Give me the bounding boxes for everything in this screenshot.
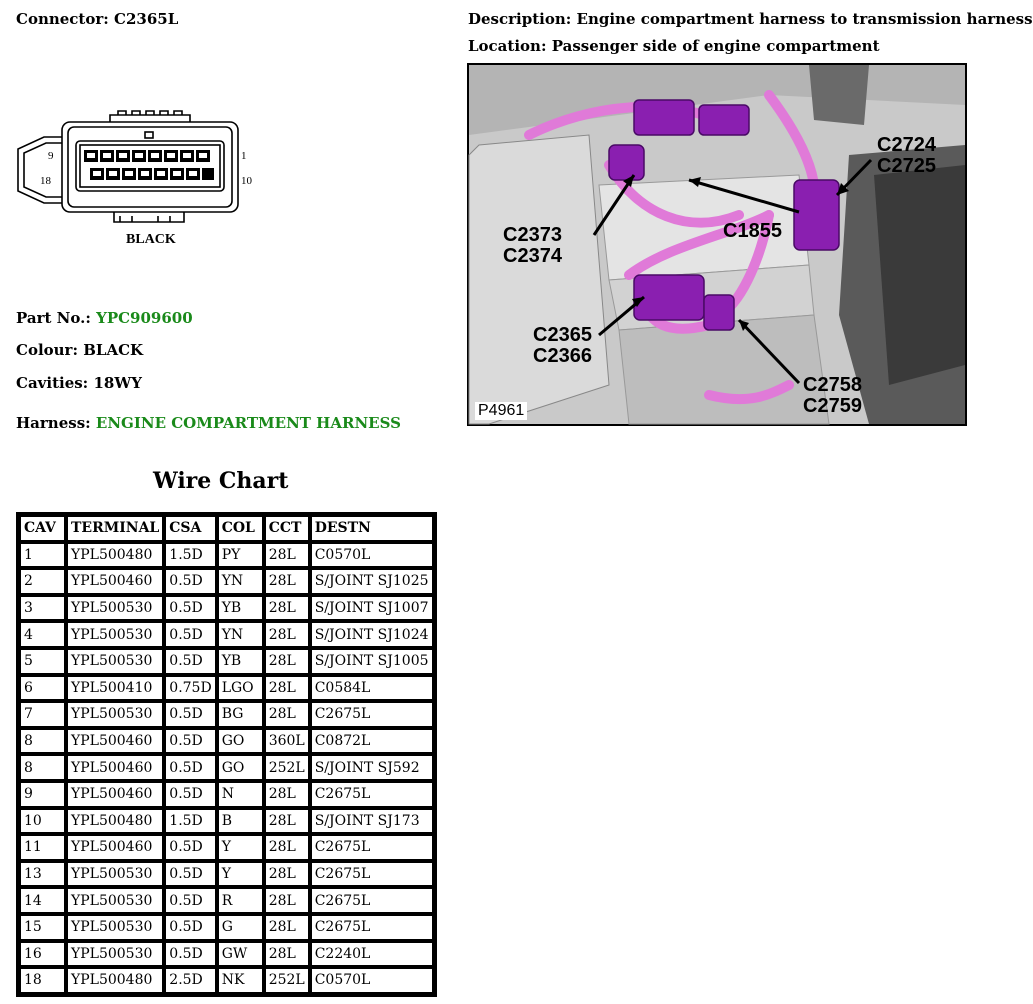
cell-cav: 13	[19, 861, 66, 888]
cell-col: B	[217, 808, 264, 835]
callout-c2758-c2759	[803, 375, 862, 417]
cell-cav: 8	[19, 754, 66, 781]
cell-cct: 28L	[264, 941, 310, 968]
cell-cav: 15	[19, 914, 66, 941]
cell-destn: S/JOINT SJ173	[310, 808, 434, 835]
callout-c2365-c2366	[533, 325, 592, 367]
table-row	[19, 834, 434, 861]
cell-cav: 16	[19, 941, 66, 968]
header-csa: CSA	[164, 515, 216, 542]
cell-destn: C2675L	[310, 781, 434, 808]
cell-terminal: YPL500530	[66, 595, 164, 622]
cell-terminal: YPL500530	[66, 701, 164, 728]
cell-cav: 4	[19, 621, 66, 648]
cell-cav: 2	[19, 568, 66, 595]
cell-terminal: YPL500530	[66, 941, 164, 968]
cell-csa: 0.5D	[164, 781, 216, 808]
connector-face-diagram	[10, 105, 270, 255]
cell-terminal: YPL500480	[66, 542, 164, 569]
cell-destn: C2675L	[310, 861, 434, 888]
cell-destn: S/JOINT SJ1024	[310, 621, 434, 648]
table-row	[19, 887, 434, 914]
cell-csa: 1.5D	[164, 808, 216, 835]
cavities-label: Cavities:	[16, 374, 89, 392]
cavities-value: 18WY	[93, 374, 142, 392]
description-line	[468, 10, 1033, 28]
cell-col: PY	[217, 542, 264, 569]
cell-csa: 1.5D	[164, 542, 216, 569]
cell-destn: C2240L	[310, 941, 434, 968]
cell-col: LGO	[217, 675, 264, 702]
pin-label-10: 10	[241, 175, 252, 187]
cell-destn: C0872L	[310, 728, 434, 755]
cell-csa: 0.5D	[164, 595, 216, 622]
cell-destn: C2675L	[310, 887, 434, 914]
cell-csa: 0.5D	[164, 887, 216, 914]
callout-c2724-c2725	[877, 135, 936, 177]
cell-cav: 7	[19, 701, 66, 728]
cell-cct: 252L	[264, 967, 310, 994]
callout-c2374: C2374	[503, 245, 562, 267]
cell-cct: 252L	[264, 754, 310, 781]
cell-cct: 28L	[264, 861, 310, 888]
cell-cct: 28L	[264, 781, 310, 808]
connector-value: C2365L	[114, 10, 179, 28]
cell-csa: 0.5D	[164, 568, 216, 595]
table-row	[19, 595, 434, 622]
cell-col: YB	[217, 648, 264, 675]
callout-c2373: C2373	[503, 224, 562, 246]
cell-csa: 0.5D	[164, 941, 216, 968]
cell-col: GO	[217, 728, 264, 755]
pin-label-1: 1	[241, 150, 247, 162]
cell-terminal: YPL500530	[66, 861, 164, 888]
connector-line	[16, 10, 178, 28]
cell-cav: 5	[19, 648, 66, 675]
location-label: Location:	[468, 37, 547, 55]
cell-destn: C0584L	[310, 675, 434, 702]
callout-c1855: C1855	[723, 220, 782, 242]
cell-destn: C2675L	[310, 834, 434, 861]
callout-c2366: C2366	[533, 345, 592, 367]
cell-cct: 28L	[264, 808, 310, 835]
cell-csa: 0.5D	[164, 648, 216, 675]
wire-chart-table	[16, 512, 437, 997]
part-number-line	[16, 309, 193, 327]
cell-col: BG	[217, 701, 264, 728]
cell-destn: S/JOINT SJ1007	[310, 595, 434, 622]
cell-terminal: YPL500530	[66, 914, 164, 941]
table-row	[19, 861, 434, 888]
cell-destn: C2675L	[310, 701, 434, 728]
cell-csa: 0.5D	[164, 701, 216, 728]
callout-c2725: C2725	[877, 155, 936, 177]
cell-cav: 18	[19, 967, 66, 994]
cell-terminal: YPL500460	[66, 754, 164, 781]
cell-destn: C0570L	[310, 542, 434, 569]
cell-cct: 28L	[264, 914, 310, 941]
callout-c2758: C2758	[803, 374, 862, 396]
description-value: Engine compartment harness to transmission harness	[576, 10, 1033, 28]
table-row	[19, 568, 434, 595]
cell-terminal: YPL500480	[66, 967, 164, 994]
table-row	[19, 808, 434, 835]
colour-line	[16, 341, 143, 359]
cell-col: Y	[217, 834, 264, 861]
cell-terminal: YPL500530	[66, 648, 164, 675]
cell-csa: 0.5D	[164, 754, 216, 781]
cell-csa: 0.5D	[164, 861, 216, 888]
cell-cct: 28L	[264, 675, 310, 702]
description-label: Description:	[468, 10, 572, 28]
colour-value: BLACK	[83, 341, 144, 359]
part-number-label: Part No.:	[16, 309, 91, 327]
cell-terminal: YPL500460	[66, 834, 164, 861]
cell-cct: 28L	[264, 834, 310, 861]
header-cav: CAV	[19, 515, 66, 542]
cell-cav: 11	[19, 834, 66, 861]
cell-cav: 10	[19, 808, 66, 835]
cell-cct: 28L	[264, 595, 310, 622]
wire-chart-header-row	[19, 515, 434, 542]
cell-col: YN	[217, 568, 264, 595]
cell-destn: C2675L	[310, 914, 434, 941]
cell-terminal: YPL500480	[66, 808, 164, 835]
table-row	[19, 967, 434, 994]
cell-col: GW	[217, 941, 264, 968]
cell-cct: 28L	[264, 887, 310, 914]
cell-cct: 28L	[264, 568, 310, 595]
cell-col: NK	[217, 967, 264, 994]
header-col: COL	[217, 515, 264, 542]
cell-col: G	[217, 914, 264, 941]
table-row	[19, 728, 434, 755]
cell-destn: S/JOINT SJ592	[310, 754, 434, 781]
cell-cav: 3	[19, 595, 66, 622]
table-row	[19, 941, 434, 968]
cell-col: YN	[217, 621, 264, 648]
pin-label-9: 9	[48, 150, 54, 162]
cell-cav: 9	[19, 781, 66, 808]
cell-terminal: YPL500530	[66, 887, 164, 914]
callout-c2759: C2759	[803, 395, 862, 417]
cell-terminal: YPL500410	[66, 675, 164, 702]
cell-destn: C0570L	[310, 967, 434, 994]
header-destn: DESTN	[310, 515, 434, 542]
table-row	[19, 675, 434, 702]
cell-csa: 0.5D	[164, 728, 216, 755]
cell-cav: 14	[19, 887, 66, 914]
cell-csa: 0.5D	[164, 834, 216, 861]
colour-label: Colour:	[16, 341, 78, 359]
cell-csa: 0.5D	[164, 914, 216, 941]
cell-terminal: YPL500460	[66, 781, 164, 808]
callout-c2365: C2365	[533, 324, 592, 346]
table-row	[19, 648, 434, 675]
table-row	[19, 701, 434, 728]
cell-cct: 360L	[264, 728, 310, 755]
wire-chart-title: Wire Chart	[153, 468, 289, 494]
cell-col: Y	[217, 861, 264, 888]
table-row	[19, 781, 434, 808]
cavities-line	[16, 374, 142, 392]
table-row	[19, 754, 434, 781]
cell-col: YB	[217, 595, 264, 622]
cell-destn: S/JOINT SJ1025	[310, 568, 434, 595]
header-cct: CCT	[264, 515, 310, 542]
cell-terminal: YPL500530	[66, 621, 164, 648]
cell-cct: 28L	[264, 542, 310, 569]
photo-id-label: P4961	[475, 402, 527, 420]
location-line	[468, 37, 880, 55]
connector-label: Connector:	[16, 10, 109, 28]
harness-label: Harness:	[16, 414, 91, 432]
cell-cav: 8	[19, 728, 66, 755]
location-photo	[467, 63, 967, 426]
location-value: Passenger side of engine compartment	[551, 37, 880, 55]
cell-csa: 0.5D	[164, 621, 216, 648]
harness-value[interactable]: ENGINE COMPARTMENT HARNESS	[95, 414, 401, 432]
cell-csa: 2.5D	[164, 967, 216, 994]
cell-col: R	[217, 887, 264, 914]
cell-cav: 1	[19, 542, 66, 569]
cell-col: GO	[217, 754, 264, 781]
cell-cct: 28L	[264, 648, 310, 675]
drawing-colour-caption: BLACK	[126, 232, 176, 247]
cell-csa: 0.75D	[164, 675, 216, 702]
cell-terminal: YPL500460	[66, 568, 164, 595]
cell-col: N	[217, 781, 264, 808]
cell-terminal: YPL500460	[66, 728, 164, 755]
part-number-value[interactable]: YPC909600	[96, 309, 193, 327]
table-row	[19, 542, 434, 569]
table-row	[19, 914, 434, 941]
harness-line	[16, 414, 401, 432]
callout-c2724: C2724	[877, 134, 936, 156]
callout-c2373-c2374	[503, 225, 562, 267]
table-row	[19, 621, 434, 648]
pin-label-18: 18	[40, 175, 51, 187]
cell-cct: 28L	[264, 621, 310, 648]
cell-cct: 28L	[264, 701, 310, 728]
header-terminal: TERMINAL	[66, 515, 164, 542]
cell-destn: S/JOINT SJ1005	[310, 648, 434, 675]
cell-cav: 6	[19, 675, 66, 702]
